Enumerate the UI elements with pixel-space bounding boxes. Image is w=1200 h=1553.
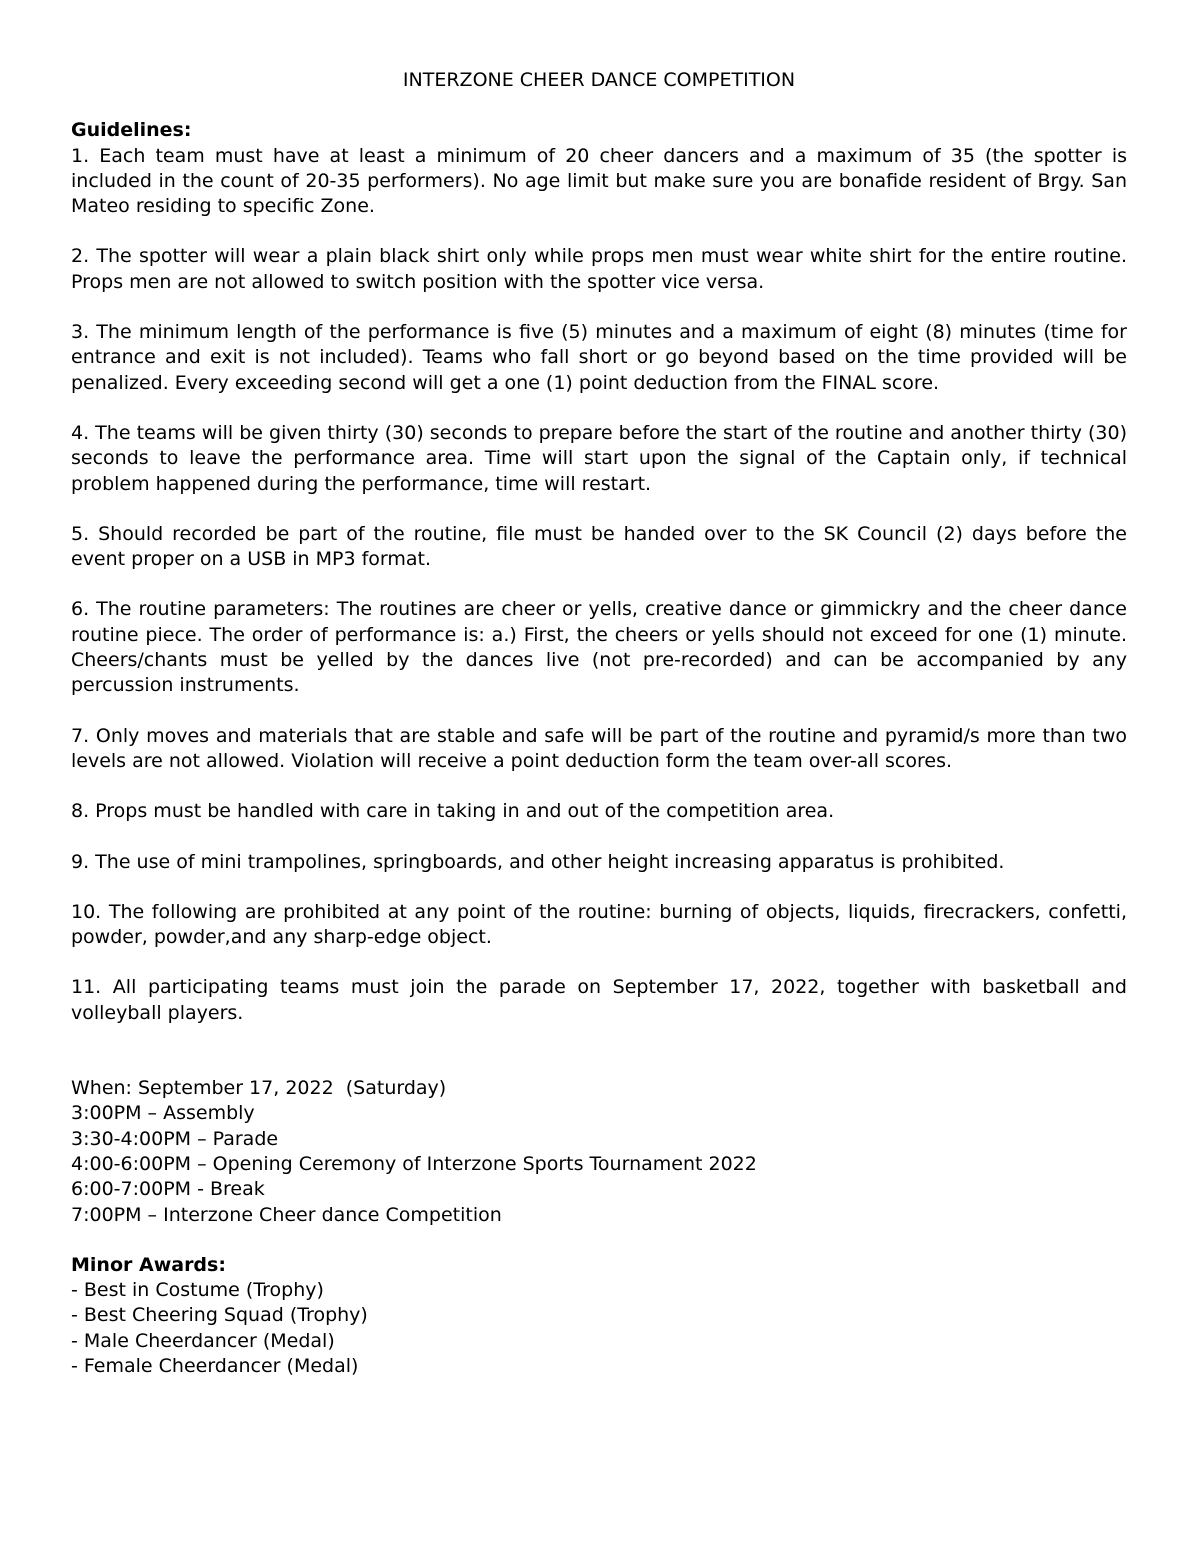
schedule-when: When: September 17, 2022 (Saturday) — [71, 1077, 447, 1100]
guideline-item: 1. Each team must have at least a minimum of 20 cheer dancers and a maximum of 35 (the spotter is included in the count of 20-35 performers). No age limit but make sure you are bonafide resident of Brgy. San Mateo residing to specific Zone. — [71, 144, 1127, 218]
document-title: INTERZONE CHEER DANCE COMPETITION — [402, 69, 796, 91]
awards-heading: Minor Awards: — [71, 1253, 226, 1276]
schedule-item: 3:30-4:00PM – Parade — [71, 1127, 279, 1150]
schedule-item: 3:00PM – Assembly — [71, 1102, 255, 1125]
award-item: - Female Cheerdancer (Medal) — [71, 1354, 359, 1377]
guideline-item: 9. The use of mini trampolines, springboards, and other height increasing apparatus is prohibited. — [71, 850, 1005, 873]
schedule-item: 4:00-6:00PM – Opening Ceremony of Interzone Sports Tournament 2022 — [71, 1152, 757, 1175]
guideline-item: 2. The spotter will wear a plain black shirt only while props men must wear white shirt for the entire routine. Props men are not allowed to switch position with the spotter vice versa. — [71, 245, 1127, 293]
guideline-item: 4. The teams will be given thirty (30) seconds to prepare before the start of the routine and another thirty (30) seconds to leave the performance area. Time will start upon the signal of the Captain only, if technical problem happened during the performance, time will restart. — [71, 421, 1127, 495]
guideline-item: 10. The following are prohibited at any point of the routine: burning of objects, liquids, firecrackers, confetti, powder, powder,and any sharp-edge object. — [71, 900, 1127, 949]
guideline-item: 6. The routine parameters: The routines are cheer or yells, creative dance or gimmickry and the cheer dance routine piece. The order of performance is: a.) First, the cheers or yells should not exceed for one (1) minute. Cheers/chants must be yelled by the dances live (not pre-recorded) and can be accompanied by any percussion instruments. — [71, 598, 1127, 697]
event-schedule — [71, 1076, 1127, 1228]
guideline-item: 5. Should recorded be part of the routine, file must be handed over to the SK Council (2) days before the event proper on a USB in MP3 format. — [71, 522, 1127, 571]
award-item: - Male Cheerdancer (Medal) — [71, 1329, 335, 1352]
guidelines-heading: Guidelines: — [71, 119, 192, 142]
award-item: - Best in Costume (Trophy) — [71, 1279, 324, 1302]
guideline-item: 8. Props must be handled with care in taking in and out of the competition area. — [71, 800, 835, 823]
schedule-item: 6:00-7:00PM - Break — [71, 1178, 265, 1201]
guideline-item: 3. The minimum length of the performance is five (5) minutes and a maximum of eight (8) minutes (time for entrance and exit is not included). Teams who fall short or go beyond based on the time provided will be penalized. Every exceeding second will get a one (1) point deduction from the FINAL score. — [71, 321, 1127, 394]
minor-awards — [71, 1253, 1127, 1379]
schedule-item: 7:00PM – Interzone Cheer dance Competition — [71, 1203, 502, 1226]
award-item: - Best Cheering Squad (Trophy) — [71, 1304, 368, 1327]
document-page — [71, 68, 1127, 1379]
guideline-item: 7. Only moves and materials that are stable and safe will be part of the routine and pyramid/s more than two levels are not allowed. Violation will receive a point deduction form the team over-all scores. — [71, 724, 1127, 772]
guideline-item: 11. All participating teams must join the parade on September 17, 2022, together with basketball and volleyball players. — [71, 976, 1127, 1024]
